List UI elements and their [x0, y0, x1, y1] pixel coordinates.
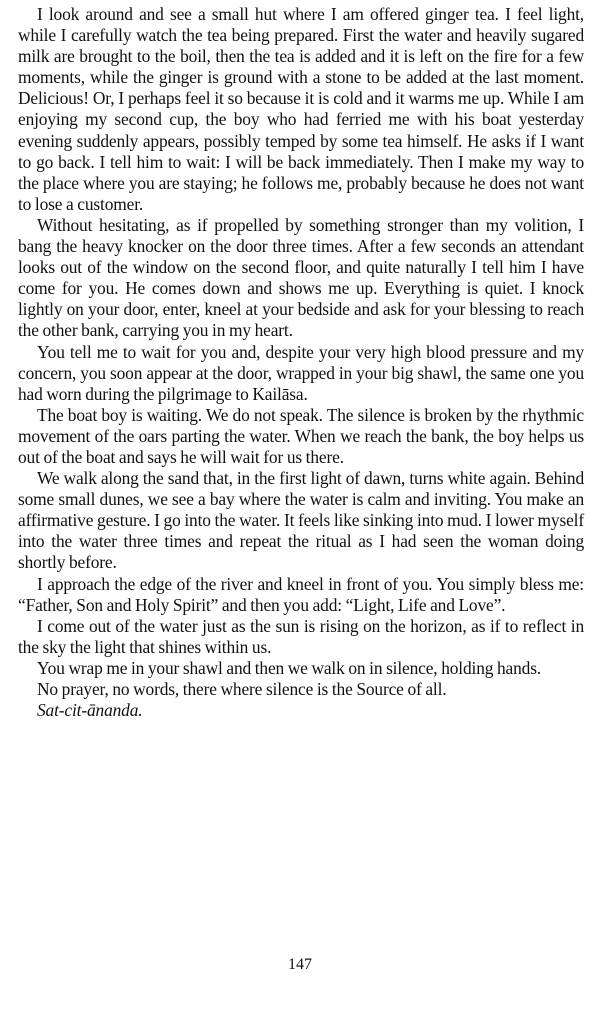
paragraph: We walk along the sand that, in the first light of dawn, turns white again. Behind some small dunes, we see a bay where the water is calm and inviting. You make an affirmative gesture. I go into the water. It feels like sinking into mud. I lower myself into the water three times and repeat the ritual as I had seen the woman doing shortly before.: [18, 468, 584, 573]
paragraph: No prayer, no words, there where silence is the Source of all.: [37, 679, 447, 699]
paragraph: The boat boy is waiting. We do not speak. The silence is broken by the rhythmic movement of the oars parting the water. When we reach the bank, the boy helps us out of the boat and says he will wait for us there.: [18, 404, 584, 467]
paragraph: You tell me to wait for you and, despite your very high blood pressure and my concern, you soon appear at the door, wrapped in your big shawl, the same one you had worn during the pilgrimage to Kailāsa.: [18, 341, 584, 404]
paragraph: Without hesitating, as if propelled by something stronger than my volition, I bang the heavy knocker on the door three times. After a few seconds an attendant looks out of the window on the second floor, and quite naturally I tell him I have come for you. He comes down and shows me up. Everything is quiet. I knock lightly on your door, enter, kneel at your bedside and ask for your blessing to reach the other bank, carrying you in my heart.: [18, 214, 584, 341]
paragraph: You wrap me in your shawl and then we walk on in silence, holding hands.: [37, 657, 542, 678]
page-number: 147: [288, 956, 312, 973]
paragraph: I approach the edge of the river and kneel in front of you. You simply bless me: “Father, Son and Holy Spirit” and then you add: “Light, Life and Love”.: [18, 573, 584, 615]
page-body: [18, 4, 584, 721]
paragraph: I look around and see a small hut where I am offered ginger tea. I feel light, while I carefully watch the tea being prepared. First the water and heavily sugared milk are brought to the boil, then the tea is added and it is left on the fire for a few moments, while the ginger is ground with a stone to be added at the last moment. Delicious! Or, I perhaps feel it so because it is cold and it warms me up. While I am enjoying my second cup, the boy who had ferried me with his boat yesterday evening suddenly appears, possibly temped by some tea himself. He asks if I want to go back. I tell him to wait: I will be back immediately. Then I make my way to the place where you are staying; he follows me, probably because he does not want to lose a customer.: [18, 4, 584, 214]
closing-line: Sat-cit-ānanda.: [37, 700, 143, 721]
paragraph: I come out of the water just as the sun is rising on the horizon, as if to reflect in the sky the light that shines within us.: [18, 615, 584, 657]
